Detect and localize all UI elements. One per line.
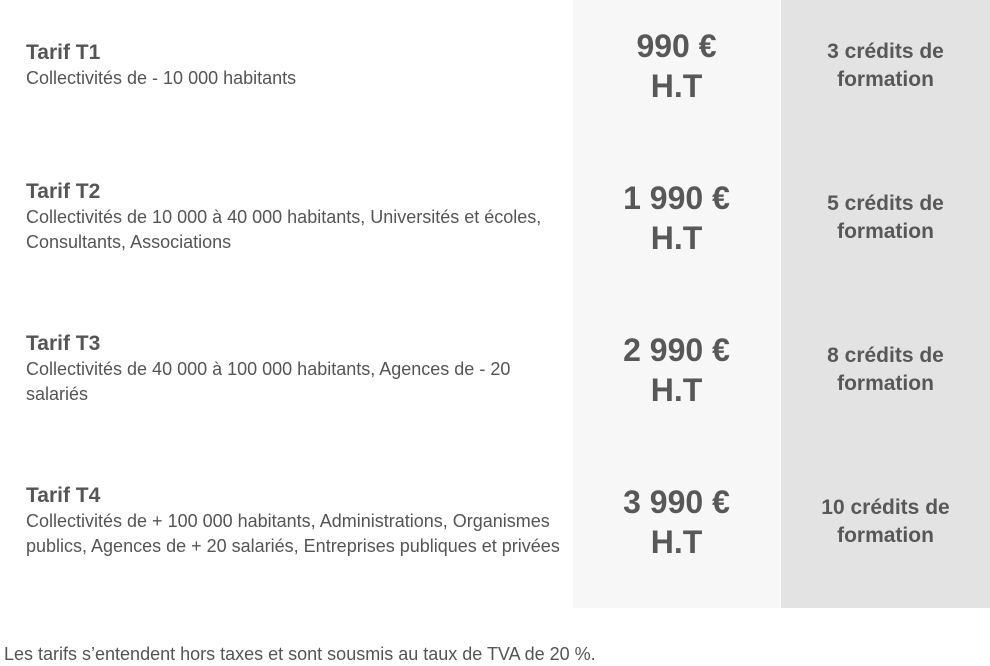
tier-credits: 8 crédits de formation	[827, 343, 944, 395]
pricing-row-t3	[0, 304, 990, 456]
price-tax-label: H.T	[650, 372, 703, 408]
price-amount: 3 990 €	[623, 484, 730, 520]
price-tax-label: H.T	[650, 220, 703, 256]
tier-title: Tarif T3	[26, 332, 101, 355]
pricing-row-t4	[0, 456, 990, 608]
tax-footnote: Les tarifs s’entendent hors taxes et sont sousmis au taux de TVA de 20 %.	[4, 644, 596, 664]
tier-credits: 5 crédits de formation	[827, 191, 944, 243]
tier-price	[573, 152, 780, 304]
tier-title: Tarif T2	[26, 180, 101, 203]
tier-description: Collectivités de - 10 000 habitants	[26, 67, 297, 88]
tier-description: Collectivités de 10 000 à 40 000 habitants, Universités et écoles, Consultants, Associations	[26, 207, 542, 252]
price-tax-label: H.T	[650, 524, 703, 560]
tier-info	[26, 0, 561, 152]
pricing-row-t1	[0, 0, 990, 152]
price-amount: 990 €	[636, 28, 717, 64]
tier-price	[573, 304, 780, 456]
tier-credits: 3 crédits de formation	[827, 39, 944, 91]
tier-price	[573, 456, 780, 608]
tier-info	[26, 152, 561, 304]
price-amount: 2 990 €	[623, 332, 730, 368]
tier-description: Collectivités de + 100 000 habitants, Administrations, Organismes publics, Agences de + 20 salariés, Entreprises publiques et privées	[26, 511, 560, 556]
tier-credits: 10 crédits de formation	[821, 495, 950, 547]
tier-info	[26, 456, 561, 608]
pricing-row-t2	[0, 152, 990, 304]
tier-price	[573, 0, 780, 152]
tier-description: Collectivités de 40 000 à 100 000 habitants, Agences de - 20 salariés	[26, 359, 511, 404]
tier-title: Tarif T1	[26, 40, 101, 64]
tier-title: Tarif T4	[26, 484, 101, 507]
price-tax-label: H.T	[650, 68, 703, 104]
price-amount: 1 990 €	[623, 180, 730, 216]
tier-info	[26, 304, 561, 456]
